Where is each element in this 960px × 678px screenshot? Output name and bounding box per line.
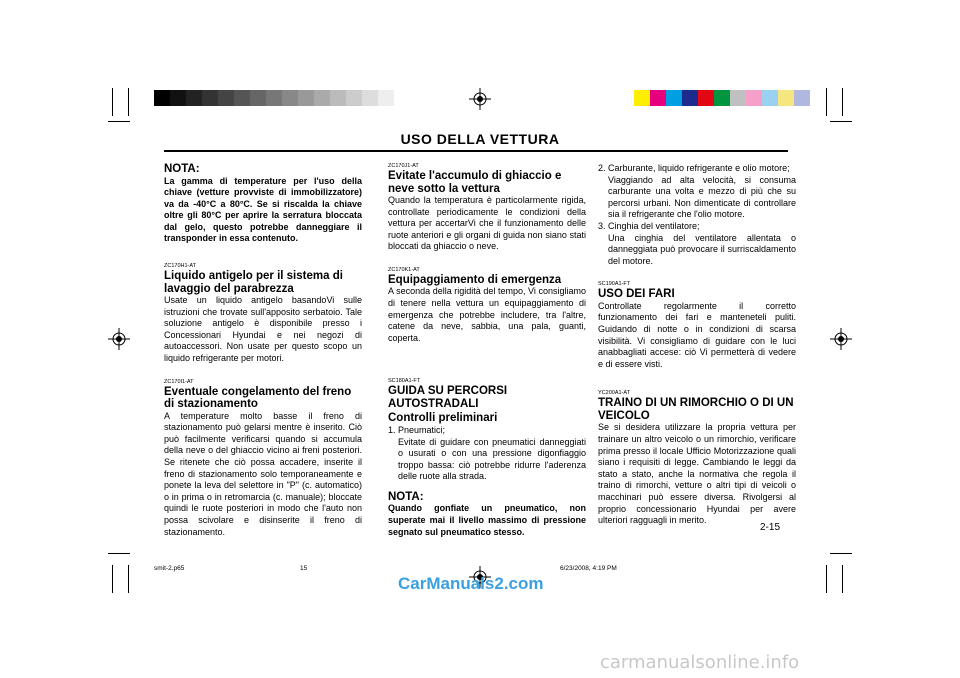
note-text: Quando gonfiate un pneumatico, non superate mai il livello massimo di pressione segnato sul pneumatico stesso. — [388, 503, 586, 537]
section-code: ZC170J1-AT — [388, 163, 419, 169]
section-title: GUIDA SU PERCORSI AUTOSTRADALI — [388, 385, 508, 410]
section-text: A seconda della rigidità del tempo, Vi consigliamo di tenere nella vettura un equipaggiamento di emergenza che potrebbe includere, tra l'altre, catene da neve, sabbia, una pala, guanti, coperta. — [388, 286, 586, 343]
section-title: USO DEI FARI — [598, 288, 675, 301]
page-title: USO DELLA VETTURA — [400, 131, 560, 147]
registration-target-icon — [469, 88, 491, 110]
section-text: A temperature molto basse il freno di stazionamento può gelarsi mentre è inserito. Ciò può facilmente verificarsi quando si accumula della neve o del ghiaccio vicino ai freni posteriori. Se ritenete che ciò possa accadere, inserite il freno di stazionamento solo temporaneamente e ponete la leva del selettore in "P" (c. automatico) o in prima o in retromarcia (c. manuale); bloccate quindi le ruote posteriori in modo che l'auto non possa scivolare e disinserite il freno di stazionamento. — [164, 410, 362, 537]
crop-mark — [108, 121, 130, 122]
note-label: NOTA: — [388, 490, 424, 503]
section-code: SC180A1-FT — [388, 378, 421, 385]
section-text: Usate un liquido antigelo basandoVi sulle istruzioni che trovate sull'apposito serbatoio. Tale soluzione antigelo è disponibile presso i Concessionari Hyundai e nei negozi di autoaccessori. Non usate per questo scopo un liquido refrigerante per motori. — [164, 295, 362, 364]
color-bar — [634, 90, 810, 106]
header-rule — [164, 150, 788, 152]
list-text: Evitate di guidare con pneumatici danneggiati o usurati o con una pressione digonfiaggio troppo bassa: ciò potrebbe ridurre l'aderenza delle ruote alla strada. — [398, 436, 586, 482]
registration-target-icon — [830, 328, 852, 350]
list-text: Una cinghia del ventilatore allentata o danneggiata può provocare il surriscaldamento del motore. — [608, 232, 796, 266]
crop-mark — [128, 565, 129, 593]
crop-mark — [842, 88, 843, 116]
crop-mark — [128, 88, 129, 116]
note-label: NOTA: — [164, 163, 200, 175]
section-title: Evitate l'accumulo di ghiaccio e neve sotto la vettura — [388, 170, 562, 195]
note-text: La gamma di temperature per l'uso della chiave (vetture provviste di immobilizzatore) va da -40°C a 80°C. Se si riscalda la chiave oltre gli 80°C per aprire la serratura bloccata dal gelo, questo potrebbe danneggiare il transponder in essa contenuto. — [164, 175, 362, 244]
section-code: ZC170I1-AT — [164, 378, 194, 385]
section-code: ZC170K1-AT — [388, 266, 420, 273]
crop-mark — [826, 88, 827, 116]
grayscale-bar — [154, 90, 394, 106]
section-title: Liquido antigelo per il sistema di lavaggio del parabrezza — [164, 270, 343, 295]
crop-mark — [830, 553, 852, 554]
list-title: Carburante, liquido refrigerante e olio motore; — [608, 163, 790, 173]
crop-mark — [830, 121, 852, 122]
crop-mark — [108, 553, 130, 554]
list-item-body — [388, 437, 586, 483]
list-title: Cinghia del ventilatore; — [608, 220, 700, 231]
list-number: 1. — [388, 424, 396, 435]
section-text: Controllate regolarmente il corretto funzionamento dei fari e manteneteli puliti. Guidando di notte o in condizioni di scarsa visibilità. Vi consigliamo di guidare con le luci anabbagliati accese: ciò Vi permetterà di vedere e di essere visti. — [598, 300, 796, 369]
list-item-body — [598, 175, 796, 221]
section-code: SC190A1-FT — [598, 281, 631, 288]
list-item — [388, 425, 586, 437]
section-title: Equipaggiamento di emergenza — [388, 273, 562, 286]
footer-file: smit-2.p65 — [154, 565, 185, 572]
watermark-2: carmanualsonline.info — [600, 652, 800, 673]
column-3 — [598, 163, 796, 527]
list-text: Viaggiando ad alta velocità, si consuma carburante una volta e mezzo di più che su percorsi urbani. Non dimenticate di controllare sia il refrigerante che l'olio motore. — [608, 174, 796, 220]
column-2 — [388, 163, 586, 538]
section-text: Se si desidera utilizzare la propria vettura per trainare un altro veicolo o un rimorchio, verificare prima presso il locale Ufficio Motorizzazione quali siano i requisiti di legge. Cambiando le leggi da stato a stato, anche la normativa che regola il traino di rimorchi, vetture o altri tipi di veicoli o macchinari può essere diversa. Rivolgersi al proprio concessionario Hyundai per avere ulteriori ragguagli in merito. — [598, 422, 796, 526]
list-title: Pneumatici; — [398, 424, 446, 435]
footer-page: 15 — [300, 565, 308, 572]
page-number: 2-15 — [760, 522, 781, 533]
crop-mark — [112, 88, 113, 116]
column-1 — [164, 163, 362, 538]
footer-date: 6/23/2008, 4:19 PM — [560, 565, 617, 572]
list-number: 2. — [598, 163, 606, 173]
list-item-body — [598, 233, 796, 268]
crop-mark — [112, 565, 113, 593]
section-title: Eventuale congelamento del freno di stazionamento — [164, 385, 352, 411]
watermark: CarManuals2.com — [398, 574, 544, 593]
section-title: TRAINO DI UN RIMORCHIO O DI UN VEICOLO — [598, 397, 794, 422]
registration-target-icon — [108, 328, 130, 350]
list-item — [598, 221, 796, 233]
section-code: ZC170H1-AT — [164, 263, 196, 270]
list-item — [598, 163, 796, 175]
section-text: Quando la temperatura è particolarmente rigida, controllate periodicamente le condizioni della vettura per accertarVi che il funzionamento delle ruote anteriori e gli organi di guida non siano stati bloccati da ghiaccio o neve. — [388, 195, 586, 252]
list-number: 3. — [598, 220, 606, 231]
section-subtitle: Controlli preliminari — [388, 412, 498, 425]
crop-mark — [842, 565, 843, 593]
crop-mark — [826, 565, 827, 593]
section-code: YC200A1-AT — [598, 390, 630, 397]
